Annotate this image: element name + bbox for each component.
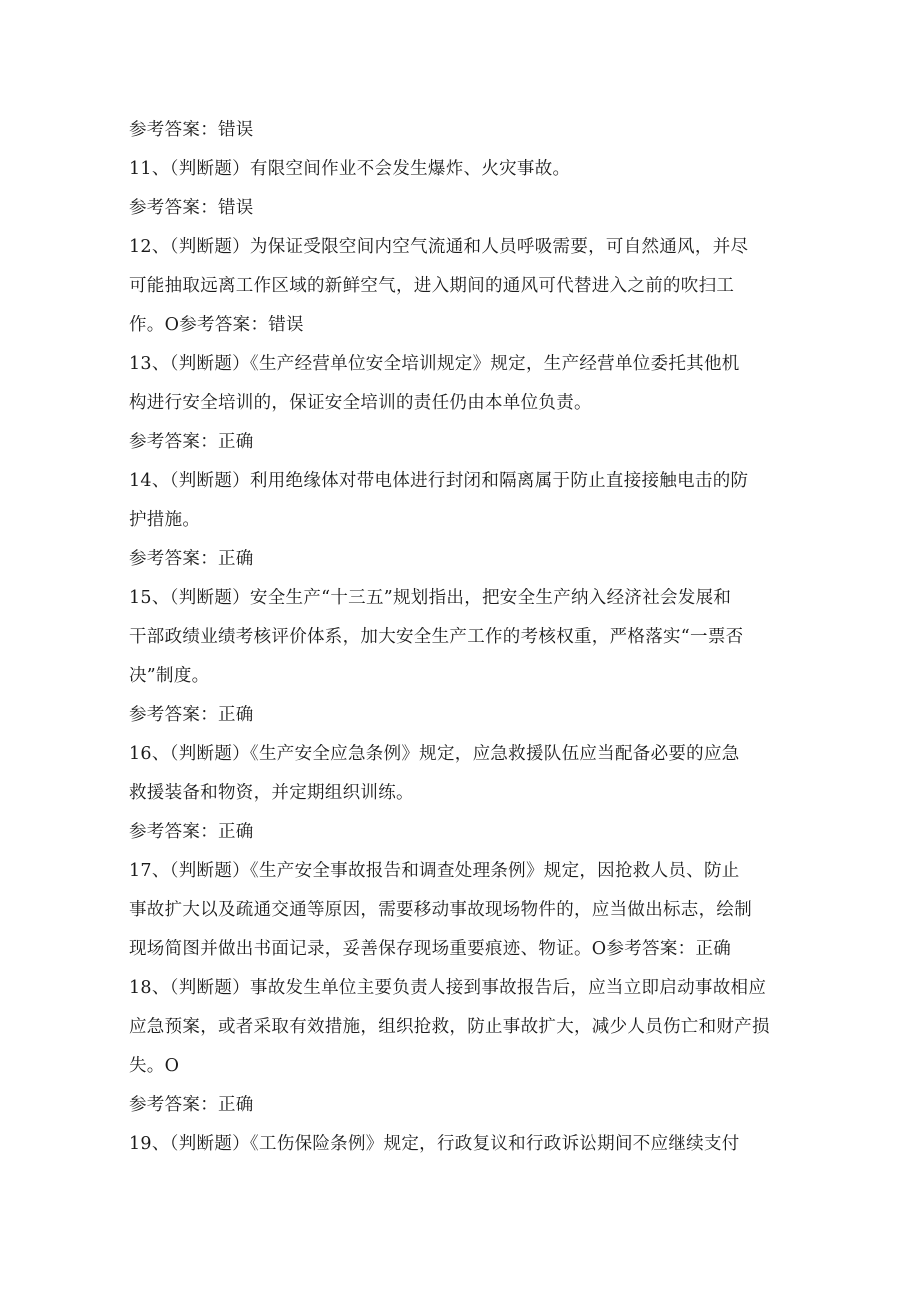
- answer-line: 参考答案：正确: [129, 1095, 254, 1115]
- answer-line: 参考答案：正确: [129, 705, 254, 725]
- question-18-cont: 应急预案，或者采取有效措施，组织抢救，防止事故扩大，减少人员伤亡和财产损: [129, 1017, 770, 1037]
- answer-line: 参考答案：正确: [129, 549, 254, 569]
- question-15-cont: 干部政绩业绩考核评价体系，加大安全生产工作的考核权重，严格落实“一票否: [129, 627, 744, 647]
- question-15-cont: 决”制度。: [129, 666, 210, 686]
- answer-line: 参考答案：错误: [129, 198, 254, 218]
- question-18: 18、（判断题）事故发生单位主要负责人接到事故报告后，应当立即启动事故相应: [129, 978, 767, 998]
- question-16: 16、（判断题）《生产安全应急条例》规定，应急救援队伍应当配备必要的应急: [129, 744, 740, 764]
- answer-line: 参考答案：错误: [129, 120, 254, 140]
- question-15: 15、（判断题）安全生产“十三五”规划指出，把安全生产纳入经济社会发展和: [129, 588, 732, 608]
- question-12: 12、（判断题）为保证受限空间内空气流通和人员呼吸需要，可自然通风，并尽: [129, 237, 749, 257]
- question-14-cont: 护措施。: [129, 510, 201, 530]
- question-11: 11、（判断题）有限空间作业不会发生爆炸、火灾事故。: [129, 159, 571, 179]
- question-17-cont: 事故扩大以及疏通交通等原因，需要移动事故现场物件的，应当做出标志，绘制: [129, 900, 752, 920]
- question-13: 13、（判断题）《生产经营单位安全培训规定》规定，生产经营单位委托其他机: [129, 354, 740, 374]
- question-16-cont: 救援装备和物资，并定期组织训练。: [129, 783, 414, 803]
- question-12-answer: 作。O参考答案：错误: [129, 315, 304, 335]
- answer-line: 参考答案：正确: [129, 822, 254, 842]
- answer-line: 参考答案：正确: [129, 432, 254, 452]
- question-19: 19、（判断题）《工伤保险条例》规定，行政复议和行政诉讼期间不应继续支付: [129, 1134, 740, 1154]
- question-14: 14、（判断题）利用绝缘体对带电体进行封闭和隔离属于防止直接接触电击的防: [129, 471, 749, 491]
- question-12-cont: 可能抽取远离工作区域的新鲜空气，进入期间的通风可代替进入之前的吹扫工: [129, 276, 735, 296]
- question-17-answer: 现场简图并做出书面记录，妥善保存现场重要痕迹、物证。O参考答案：正确: [129, 939, 732, 959]
- question-13-cont: 构进行安全培训的，保证安全培训的责任仍由本单位负责。: [129, 393, 592, 413]
- question-18-cont: 失。O: [129, 1056, 180, 1076]
- question-17: 17、（判断题）《生产安全事故报告和调查处理条例》规定，因抢救人员、防止: [129, 861, 740, 881]
